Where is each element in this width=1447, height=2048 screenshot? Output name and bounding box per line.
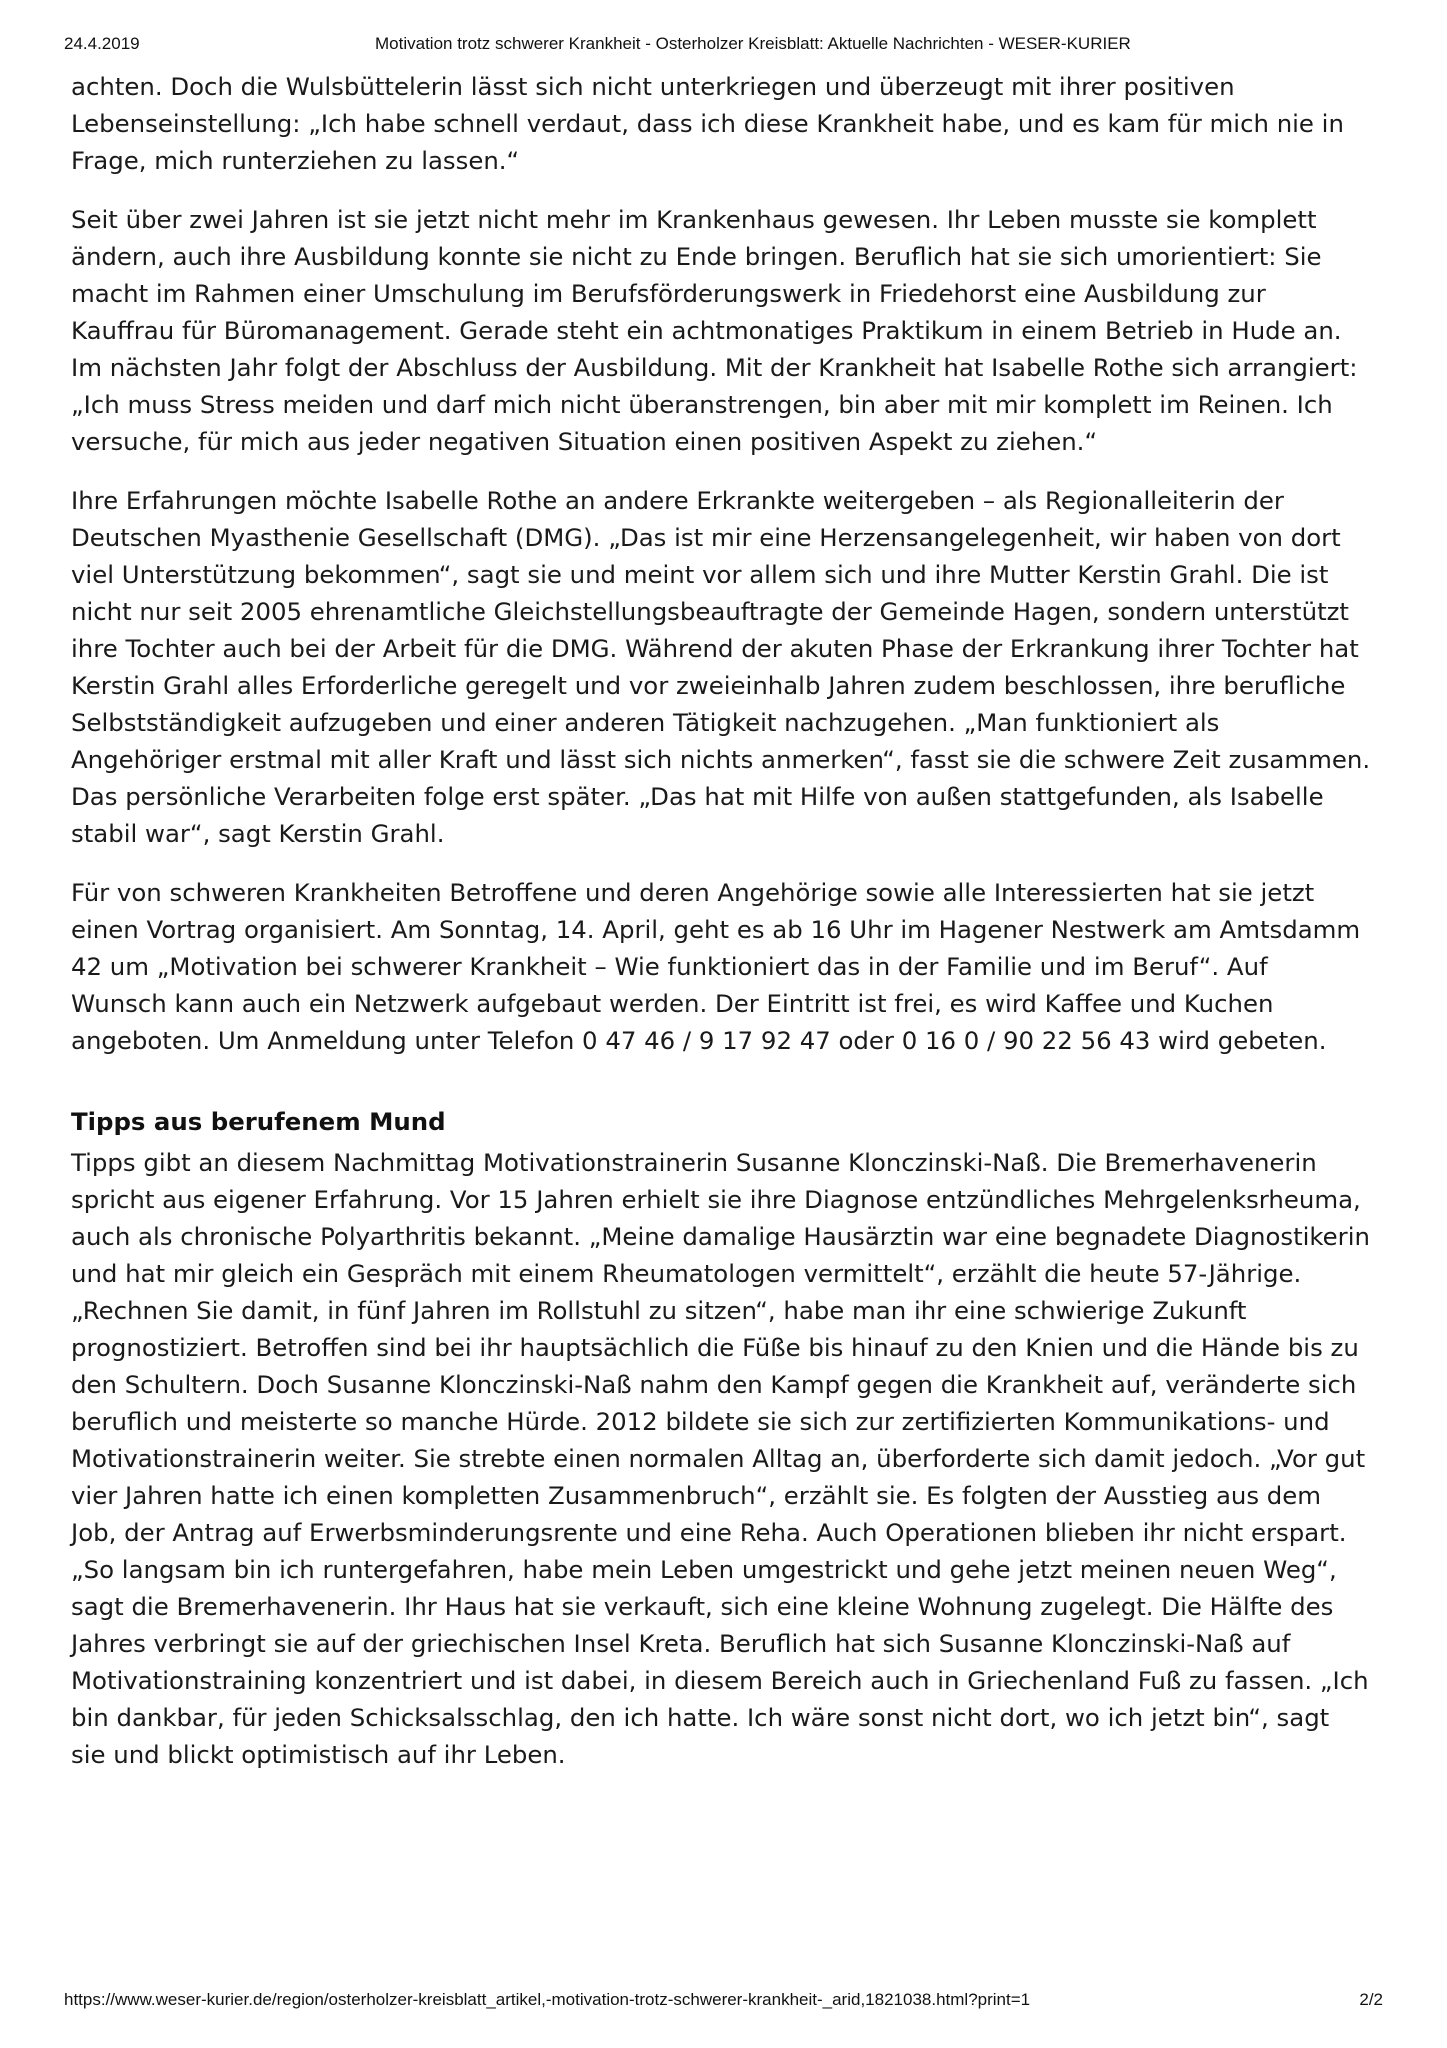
article-paragraph: Ihre Erfahrungen möchte Isabelle Rothe an andere Erkrankte weitergeben – als Regionalleiterin der Deutschen Myasthenie Gesellschaft (DMG). „Das ist mir eine Herzensangelegenheit, wir haben von dort viel Unterstützung bekommen“, sagt sie und meint vor allem sich und ihre Mutter Kerstin Grahl. Die ist nicht nur seit 2005 ehrenamtliche Gleichstellungsbeauftragte der Gemeinde Hagen, sondern unterstützt ihre Tochter auch bei der Arbeit für die DMG. Während der akuten Phase der Erkrankung ihrer Tochter hat Kerstin Grahl alles Erforderliche geregelt und vor zweieinhalb Jahren zudem beschlossen, ihre berufliche Selbstständigkeit aufzugeben und einer anderen Tätigkeit nachzugehen. „Man funktioniert als Angehöriger erstmal mit aller Kraft und lässt sich nichts anmerken“, fasst sie die schwere Zeit zusammen. Das persönliche Verarbeiten folge erst später. „Das hat mit Hilfe von außen stattgefunden, als Isabelle stabil war“, sagt Kerstin Grahl.: [71, 486, 1371, 848]
print-page-title: Motivation trotz schwerer Krankheit - Osterholzer Kreisblatt: Aktuelle Nachrichten - WESER-KURIER: [375, 34, 1131, 53]
article-paragraph: achten. Doch die Wulsbüttelerin lässt sich nicht unterkriegen und überzeugt mit ihrer positiven Lebenseinstellung: „Ich habe schnell verdaut, dass ich diese Krankheit habe, und es kam für mich nie in Frage, mich runterziehen zu lassen.“: [71, 72, 1344, 175]
article-paragraph: Für von schweren Krankheiten Betroffene und deren Angehörige sowie alle Interessierten hat sie jetzt einen Vortrag organisiert. Am Sonntag, 14. April, geht es ab 16 Uhr im Hagener Nestwerk am Amtsdamm 42 um „Motivation bei schwerer Krankheit – Wie funktioniert das in der Familie und im Beruf“. Auf Wunsch kann auch ein Netzwerk aufgebaut werden. Der Eintritt ist frei, es wird Kaffee und Kuchen angeboten. Um Anmeldung unter Telefon 0 47 46 / 9 17 92 47 oder 0 16 0 / 90 22 56 43 wird gebeten.: [71, 878, 1361, 1055]
print-date: 24.4.2019: [64, 34, 140, 53]
article-body: [71, 68, 1371, 1795]
article-paragraph: Tipps gibt an diesem Nachmittag Motivationstrainerin Susanne Klonczinski-Naß. Die Bremerhavenerin spricht aus eigener Erfahrung. Vor 15 Jahren erhielt sie ihre Diagnose entzündliches Mehrgelenksrheuma, auch als chronische Polyarthritis bekannt. „Meine damalige Hausärztin war eine begnadete Diagnostikerin und hat mir gleich ein Gespräch mit einem Rheumatologen vermittelt“, erzählt die heute 57-Jährige. „Rechnen Sie damit, in fünf Jahren im Rollstuhl zu sitzen“, habe man ihr eine schwierige Zukunft prognostiziert. Betroffen sind bei ihr hauptsächlich die Füße bis hinauf zu den Knien und die Hände bis zu den Schultern. Doch Susanne Klonczinski-Naß nahm den Kampf gegen die Krankheit auf, veränderte sich beruflich und meisterte so manche Hürde. 2012 bildete sie sich zur zertifizierten Kommunikations- und Motivationstrainerin weiter. Sie strebte einen normalen Alltag an, überforderte sich damit jedoch. „Vor gut vier Jahren hatte ich einen kompletten Zusammenbruch“, erzählt sie. Es folgten der Ausstieg aus dem Job, der Antrag auf Erwerbsminderungsrente und eine Reha. Auch Operationen blieben ihr nicht erspart. „So langsam bin ich runtergefahren, habe mein Leben umgestrickt und gehe jetzt meinen neuen Weg“, sagt die Bremerhavenerin. Ihr Haus hat sie verkauft, sich eine kleine Wohnung zugelegt. Die Hälfte des Jahres verbringt sie auf der griechischen Insel Kreta. Beruflich hat sich Susanne Klonczinski-Naß auf Motivationstraining konzentriert und ist dabei, in diesem Bereich auch in Griechenland Fuß zu fassen. „Ich bin dankbar, für jeden Schicksalsschlag, den ich hatte. Ich wäre sonst nicht dort, wo ich jetzt bin“, sagt sie und blickt optimistisch auf ihr Leben.: [71, 1148, 1370, 1769]
page-number: 2/2: [1359, 1990, 1383, 2009]
print-footer: [64, 1990, 1383, 2014]
section-heading: Tipps aus berufenem Mund: [71, 1107, 446, 1136]
print-header: [64, 34, 1383, 60]
print-url: https://www.weser-kurier.de/region/osterholzer-kreisblatt_artikel,-motivation-trotz-schwerer-krankheit-_arid,1821038.html?print=1: [64, 1990, 1031, 2009]
article-paragraph: Seit über zwei Jahren ist sie jetzt nicht mehr im Krankenhaus gewesen. Ihr Leben musste sie komplett ändern, auch ihre Ausbildung konnte sie nicht zu Ende bringen. Beruflich hat sie sich umorientiert: Sie macht im Rahmen einer Umschulung im Berufsförderungswerk in Friedehorst eine Ausbildung zur Kauffrau für Büromanagement. Gerade steht ein achtmonatiges Praktikum in einem Betrieb in Hude an. Im nächsten Jahr folgt der Abschluss der Ausbildung. Mit der Krankheit hat Isabelle Rothe sich arrangiert: „Ich muss Stress meiden und darf mich nicht überanstrengen, bin aber mit mir komplett im Reinen. Ich versuche, für mich aus jeder negativen Situation einen positiven Aspekt zu ziehen.“: [71, 205, 1358, 456]
